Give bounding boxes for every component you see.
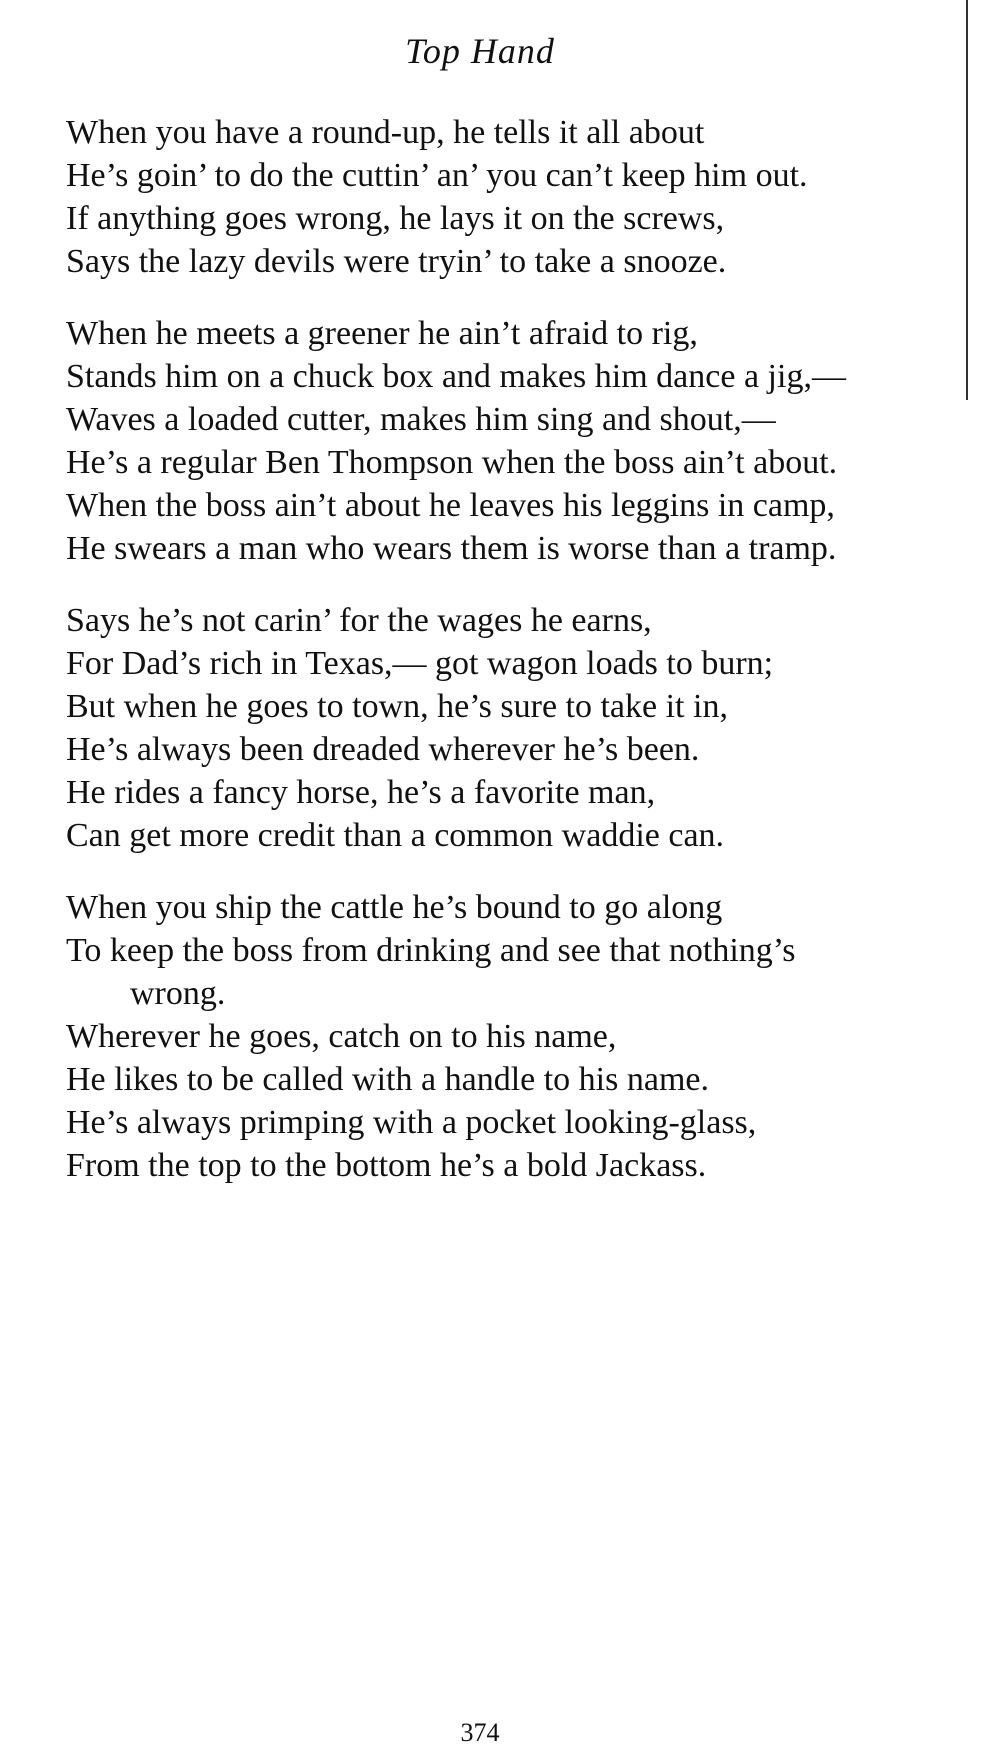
- verse-line: When you ship the cattle he’s bound to go along: [66, 889, 723, 926]
- verse-line: But when he goes to town, he’s sure to take it in,: [66, 688, 728, 725]
- verse-line: He’s always been dreaded wherever he’s been.: [66, 731, 700, 768]
- stanza-2: [66, 312, 896, 570]
- verse-line: Can get more credit than a common waddie can.: [66, 817, 725, 854]
- page-edge-rule: [966, 0, 968, 400]
- verse-line: If anything goes wrong, he lays it on the screws,: [66, 200, 725, 237]
- verse-line: Says he’s not carin’ for the wages he earns,: [66, 602, 652, 639]
- verse-line: Says the lazy devils were tryin’ to take a snooze.: [66, 243, 727, 280]
- verse-line: He’s always primping with a pocket looking-glass,: [66, 1104, 757, 1141]
- page-number: 374: [460, 1718, 500, 1747]
- verse-line: When the boss ain’t about he leaves his leggins in camp,: [66, 487, 835, 524]
- verse-line: Waves a loaded cutter, makes him sing and shout,—: [66, 401, 776, 438]
- verse-line: When he meets a greener he ain’t afraid to rig,: [66, 315, 698, 352]
- verse-line: He rides a fancy horse, he’s a favorite man,: [66, 774, 656, 811]
- page-title: Top Hand: [405, 31, 555, 71]
- verse-line: When you have a round-up, he tells it all about: [66, 114, 705, 151]
- verse-line: Stands him on a chuck box and makes him dance a jig,—: [66, 358, 846, 395]
- verse-line: From the top to the bottom he’s a bold Jackass.: [66, 1147, 707, 1184]
- verse-line: He likes to be called with a handle to his name.: [66, 1061, 709, 1098]
- verse-line: To keep the boss from drinking and see that nothing’s wrong.: [66, 932, 796, 1012]
- stanza-3: [66, 599, 896, 857]
- verse-line: For Dad’s rich in Texas,— got wagon loads to burn;: [66, 645, 774, 682]
- verse-line: He’s goin’ to do the cuttin’ an’ you can’t keep him out.: [66, 157, 808, 194]
- verse-line: Wherever he goes, catch on to his name,: [66, 1018, 617, 1055]
- verse-line: He swears a man who wears them is worse than a tramp.: [66, 530, 837, 567]
- verse-line: He’s a regular Ben Thompson when the boss ain’t about.: [66, 444, 838, 481]
- stanza-1: [66, 111, 896, 283]
- stanza-4: [66, 886, 896, 1187]
- poem-body: [66, 111, 896, 1216]
